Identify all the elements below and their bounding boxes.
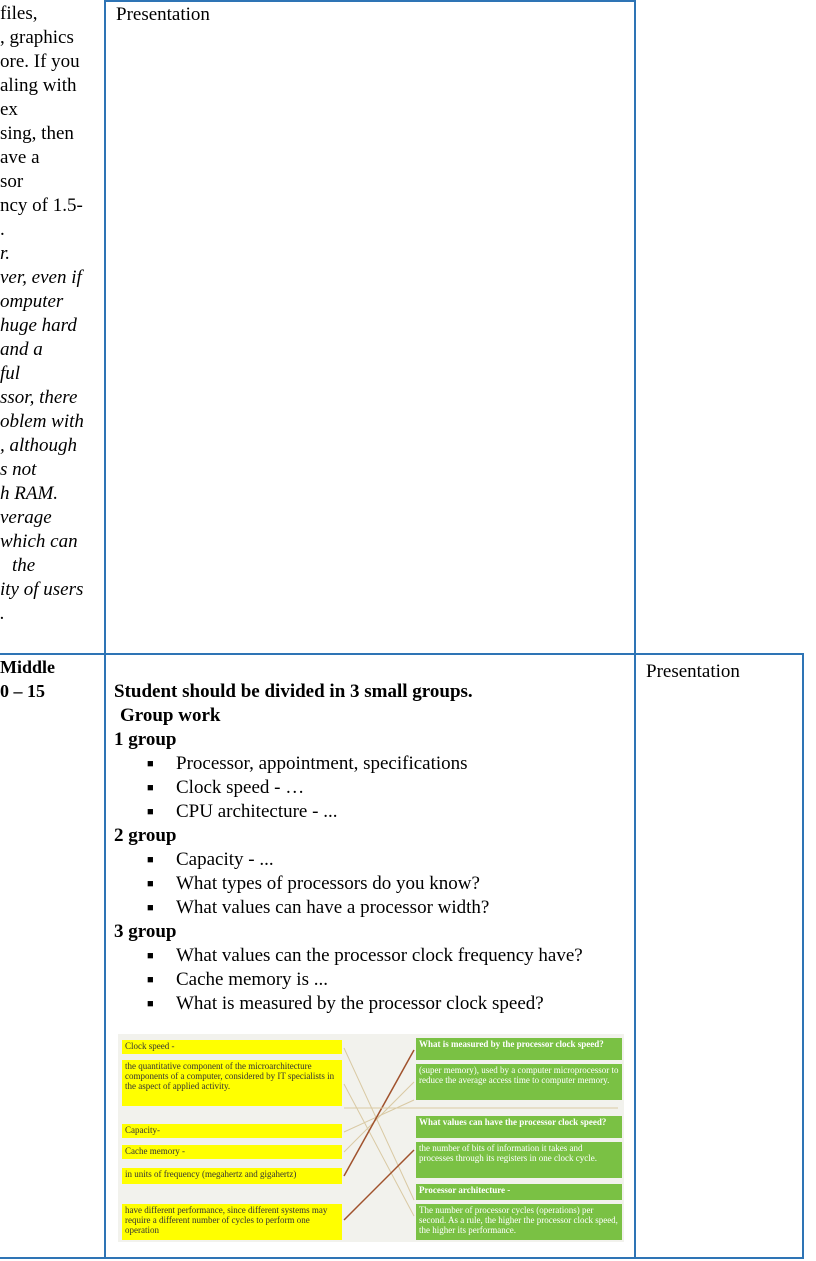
time-label: 0 – 15 (0, 681, 45, 701)
list-item: ■ Cache memory is ... (147, 969, 328, 990)
table-border-left-content (104, 0, 106, 1259)
connector-line (344, 1082, 414, 1152)
right-term-box: the number of bits of information it takes and processes through its registers in one clock cycle. (416, 1142, 622, 1178)
right-term-box: The number of processor cycles (operations) per second. As a rule, the higher the processor clock speed, the higher its performance. (416, 1204, 622, 1240)
text-line: sor (0, 171, 24, 192)
matching-diagram (118, 1034, 624, 1242)
list-item: ■ Clock speed - … (147, 777, 305, 798)
left-term-box: in units of frequency (megahertz and gigahertz) (122, 1168, 342, 1184)
list-item: ■ Capacity - ... (147, 849, 274, 870)
italic-line: huge hard (0, 315, 77, 336)
top-presentation-label: Presentation (116, 4, 210, 25)
bullet-icon: ■ (147, 782, 154, 794)
connector-line (344, 1150, 414, 1220)
italic-line: ful (0, 363, 21, 384)
italic-line: the (12, 555, 36, 576)
list-item: ■ Processor, appointment, specifications (147, 753, 468, 774)
right-term-box: Processor architecture - (416, 1184, 622, 1200)
group-work-label: Group work (120, 705, 221, 726)
bullet-icon: ■ (147, 902, 154, 914)
group-3-title: 3 group (114, 921, 177, 942)
italic-line: , although (0, 435, 78, 456)
bullet-icon: ■ (147, 878, 154, 890)
left-term-box: Clock speed - (122, 1040, 342, 1054)
groups-heading: Student should be divided in 3 small groups. (114, 681, 473, 702)
right-term-box: What values can have the processor clock speed? (416, 1116, 622, 1138)
group-2-title: 2 group (114, 825, 177, 846)
table-border-bottom (0, 1257, 804, 1259)
text-line: files, (0, 3, 38, 24)
table-border-top (104, 0, 636, 2)
text-line: ave a (0, 147, 40, 168)
text-line: ex (0, 99, 18, 120)
italic-line: h RAM. (0, 483, 59, 504)
italic-line: omputer (0, 291, 64, 312)
italic-line: s not (0, 459, 37, 480)
bullet-icon: ■ (147, 950, 154, 962)
text-line: aling with (0, 75, 77, 96)
list-item: ■ CPU architecture - ... (147, 801, 338, 822)
table-border-right-bottom (802, 653, 804, 1259)
text-line: . (0, 219, 5, 240)
italic-line: r. (0, 243, 11, 264)
table-border-middle (0, 653, 804, 655)
group-1-list (114, 752, 634, 824)
list-item: ■ What values can the processor clock frequency have? (147, 945, 583, 966)
italic-line: which can (0, 531, 78, 552)
stage-label: Middle (0, 657, 56, 677)
list-item: ■ What is measured by the processor clock speed? (147, 993, 544, 1014)
list-item: ■ What types of processors do you know? (147, 873, 480, 894)
left-term-box: Cache memory - (122, 1145, 342, 1159)
text-line: ore. If you (0, 51, 80, 72)
connector-line (344, 1084, 414, 1216)
text-line: , graphics (0, 27, 74, 48)
text-line: sing, then (0, 123, 74, 144)
italic-line: oblem with (0, 411, 84, 432)
group-3-list (114, 944, 634, 1016)
italic-line: verage (0, 507, 52, 528)
italic-line: . (0, 603, 5, 624)
bullet-icon: ■ (147, 854, 154, 866)
italic-line: ssor, there (0, 387, 78, 408)
connector-line (344, 1048, 414, 1200)
table-border-right-top (634, 0, 636, 655)
bullet-icon: ■ (147, 758, 154, 770)
left-term-box: the quantitative component of the microarchitecture components of a computer, considered by IT specialists in the aspect of applied activity. (122, 1060, 342, 1106)
group-2-list (114, 848, 634, 920)
middle-presentation-label: Presentation (646, 661, 740, 682)
group-1-title: 1 group (114, 729, 177, 750)
italic-line: ity of users (0, 579, 84, 600)
list-item: ■ What values can have a processor width? (147, 897, 490, 918)
italic-line: and a (0, 339, 43, 360)
cropped-left-column (0, 0, 104, 650)
italic-line: ver, even if (0, 267, 82, 288)
connector-line (344, 1050, 414, 1176)
left-term-box: Capacity- (122, 1124, 342, 1138)
right-term-box: (super memory), used by a computer microprocessor to reduce the average access time to computer memory. (416, 1064, 622, 1100)
lesson-content (114, 680, 634, 1016)
right-term-box: What is measured by the processor clock speed? (416, 1038, 622, 1060)
bullet-icon: ■ (147, 806, 154, 818)
left-term-box: have different performance, since different systems may require a different number of cycles to perform one operation (122, 1204, 342, 1240)
bullet-icon: ■ (147, 974, 154, 986)
bullet-icon: ■ (147, 998, 154, 1010)
text-line: ncy of 1.5- (0, 195, 83, 216)
